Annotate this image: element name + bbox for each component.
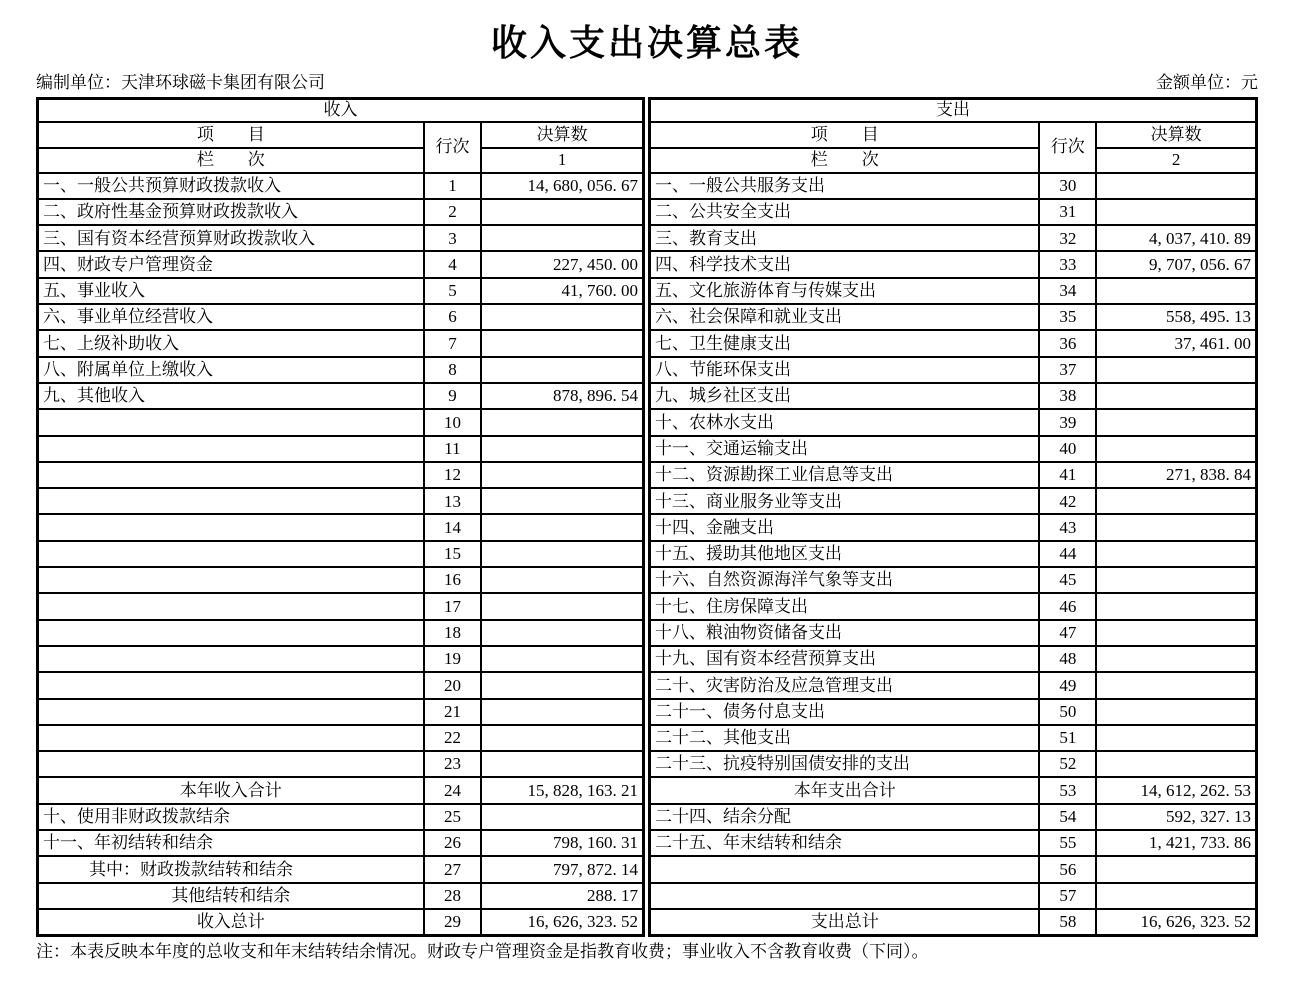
table-row xyxy=(38,357,644,383)
line-no-cell: 16 xyxy=(424,567,482,593)
income-section-title: 收入 xyxy=(38,98,644,122)
item-cell: 十八、粮油物资储备支出 xyxy=(650,620,1040,646)
amount-cell: 271, 838. 84 xyxy=(1096,462,1256,488)
table-row xyxy=(38,620,644,646)
line-no-cell: 12 xyxy=(424,462,482,488)
line-no-cell: 3 xyxy=(424,225,482,251)
table-row xyxy=(38,567,644,593)
line-no-cell: 30 xyxy=(1039,173,1096,199)
line-no-cell: 58 xyxy=(1039,909,1096,936)
item-cell: 其中：财政拨款结转和结余 xyxy=(38,856,424,882)
line-no-cell: 53 xyxy=(1039,777,1096,803)
amount-cell xyxy=(1096,751,1256,777)
item-cell: 五、事业收入 xyxy=(38,278,424,304)
item-cell: 二、政府性基金预算财政拨款收入 xyxy=(38,199,424,225)
item-cell: 九、城乡社区支出 xyxy=(650,383,1040,409)
table-row xyxy=(650,357,1257,383)
amount-cell xyxy=(481,751,643,777)
line-no-cell: 18 xyxy=(424,620,482,646)
line-no-cell: 33 xyxy=(1039,251,1096,277)
amount-cell xyxy=(481,567,643,593)
line-no-cell: 2 xyxy=(424,199,482,225)
table-row xyxy=(650,330,1257,356)
line-no-cell: 45 xyxy=(1039,567,1096,593)
line-no-cell: 25 xyxy=(424,804,482,830)
table-row xyxy=(650,199,1257,225)
expense-column-label: 栏 次 xyxy=(650,148,1040,173)
expense-table-header xyxy=(650,98,1257,173)
line-no-cell: 22 xyxy=(424,725,482,751)
table-row xyxy=(38,909,644,936)
table-row xyxy=(38,199,644,225)
table-row xyxy=(38,541,644,567)
table-row xyxy=(650,699,1257,725)
line-no-cell: 24 xyxy=(424,777,482,803)
expense-column-index: 2 xyxy=(1096,148,1256,173)
item-cell xyxy=(38,567,424,593)
amount-cell xyxy=(481,620,643,646)
table-row xyxy=(650,751,1257,777)
line-no-cell: 52 xyxy=(1039,751,1096,777)
amount-cell xyxy=(1096,514,1256,540)
amount-cell xyxy=(481,330,643,356)
table-row xyxy=(650,409,1257,435)
item-cell: 二十三、抗疫特别国债安排的支出 xyxy=(650,751,1040,777)
table-row xyxy=(650,567,1257,593)
income-table-header xyxy=(38,98,644,173)
line-no-cell: 42 xyxy=(1039,488,1096,514)
line-no-cell: 37 xyxy=(1039,357,1096,383)
item-cell: 二十一、债务付息支出 xyxy=(650,699,1040,725)
item-cell: 五、文化旅游体育与传媒支出 xyxy=(650,278,1040,304)
line-no-cell: 1 xyxy=(424,173,482,199)
line-no-cell: 54 xyxy=(1039,804,1096,830)
line-no-cell: 36 xyxy=(1039,330,1096,356)
amount-cell xyxy=(1096,593,1256,619)
amount-cell xyxy=(1096,672,1256,698)
item-cell xyxy=(650,883,1040,909)
item-cell: 十二、资源勘探工业信息等支出 xyxy=(650,462,1040,488)
expense-section-title: 支出 xyxy=(650,98,1257,122)
line-no-cell: 31 xyxy=(1039,199,1096,225)
amount-cell xyxy=(1096,646,1256,672)
amount-cell: 41, 760. 00 xyxy=(481,278,643,304)
item-cell xyxy=(38,751,424,777)
income-column-label: 栏 次 xyxy=(38,148,424,173)
line-no-cell: 9 xyxy=(424,383,482,409)
amount-cell: 14, 612, 262. 53 xyxy=(1096,777,1256,803)
amount-cell xyxy=(481,725,643,751)
amount-cell xyxy=(481,488,643,514)
amount-cell: 878, 896. 54 xyxy=(481,383,643,409)
table-row xyxy=(650,672,1257,698)
line-no-cell: 23 xyxy=(424,751,482,777)
item-cell xyxy=(650,856,1040,882)
table-row xyxy=(650,278,1257,304)
item-cell xyxy=(38,409,424,435)
table-row xyxy=(38,514,644,540)
amount-cell xyxy=(481,409,643,435)
item-cell: 九、其他收入 xyxy=(38,383,424,409)
income-table xyxy=(36,97,645,938)
line-no-cell: 55 xyxy=(1039,830,1096,856)
line-no-cell: 17 xyxy=(424,593,482,619)
item-cell: 六、社会保障和就业支出 xyxy=(650,304,1040,330)
line-no-cell: 20 xyxy=(424,672,482,698)
line-no-cell: 46 xyxy=(1039,593,1096,619)
table-row xyxy=(38,856,644,882)
table-row xyxy=(650,646,1257,672)
table-row xyxy=(38,646,644,672)
item-cell: 二十、灾害防治及应急管理支出 xyxy=(650,672,1040,698)
amount-cell: 1, 421, 733. 86 xyxy=(1096,830,1256,856)
item-cell: 其他结转和结余 xyxy=(38,883,424,909)
table-row xyxy=(38,883,644,909)
page-title: 收入支出决算总表 xyxy=(490,23,803,63)
item-cell: 二十四、结余分配 xyxy=(650,804,1040,830)
line-no-cell: 57 xyxy=(1039,883,1096,909)
table-row xyxy=(650,725,1257,751)
table-row xyxy=(650,593,1257,619)
item-cell: 十五、援助其他地区支出 xyxy=(650,541,1040,567)
table-row xyxy=(38,488,644,514)
item-cell: 十七、住房保障支出 xyxy=(650,593,1040,619)
amount-cell xyxy=(1096,725,1256,751)
expense-table xyxy=(648,97,1258,938)
line-no-cell: 21 xyxy=(424,699,482,725)
table-row xyxy=(38,304,644,330)
amount-cell xyxy=(1096,383,1256,409)
amount-cell xyxy=(481,593,643,619)
income-column-index: 1 xyxy=(481,148,643,173)
amount-cell xyxy=(1096,199,1256,225)
line-no-cell: 5 xyxy=(424,278,482,304)
line-no-cell: 41 xyxy=(1039,462,1096,488)
line-no-cell: 15 xyxy=(424,541,482,567)
table-row xyxy=(38,225,644,251)
table-row xyxy=(650,488,1257,514)
item-cell: 十一、年初结转和结余 xyxy=(38,830,424,856)
line-no-cell: 27 xyxy=(424,856,482,882)
amount-cell: 4, 037, 410. 89 xyxy=(1096,225,1256,251)
item-cell: 七、上级补助收入 xyxy=(38,330,424,356)
item-cell: 二十五、年末结转和结余 xyxy=(650,830,1040,856)
amount-cell xyxy=(481,225,643,251)
item-cell: 十四、金融支出 xyxy=(650,514,1040,540)
amount-cell xyxy=(1096,278,1256,304)
table-row xyxy=(38,804,644,830)
table-row xyxy=(650,804,1257,830)
table-row xyxy=(650,909,1257,936)
amount-cell: 37, 461. 00 xyxy=(1096,330,1256,356)
table-row xyxy=(650,173,1257,199)
table-row xyxy=(38,436,644,462)
amount-cell: 16, 626, 323. 52 xyxy=(481,909,643,936)
amount-cell: 15, 828, 163. 21 xyxy=(481,777,643,803)
item-cell xyxy=(38,725,424,751)
item-cell: 二十二、其他支出 xyxy=(650,725,1040,751)
item-cell: 十三、商业服务业等支出 xyxy=(650,488,1040,514)
item-cell: 十六、自然资源海洋气象等支出 xyxy=(650,567,1040,593)
table-row xyxy=(38,830,644,856)
table-row xyxy=(650,462,1257,488)
expense-line-no-header: 行次 xyxy=(1039,122,1096,173)
amount-cell: 558, 495. 13 xyxy=(1096,304,1256,330)
table-row xyxy=(38,173,644,199)
amount-cell xyxy=(1096,883,1256,909)
line-no-cell: 56 xyxy=(1039,856,1096,882)
amount-cell xyxy=(1096,436,1256,462)
item-cell: 四、财政专户管理资金 xyxy=(38,251,424,277)
table-row xyxy=(650,436,1257,462)
amount-cell: 592, 327. 13 xyxy=(1096,804,1256,830)
line-no-cell: 10 xyxy=(424,409,482,435)
item-cell xyxy=(38,541,424,567)
item-cell: 十九、国有资本经营预算支出 xyxy=(650,646,1040,672)
item-cell xyxy=(38,593,424,619)
prepared-by-unit: 编制单位：天津环球磁卡集团有限公司 xyxy=(36,73,325,93)
amount-cell: 9, 707, 056. 67 xyxy=(1096,251,1256,277)
line-no-cell: 34 xyxy=(1039,278,1096,304)
line-no-cell: 38 xyxy=(1039,383,1096,409)
amount-cell xyxy=(481,357,643,383)
item-cell xyxy=(38,672,424,698)
summary-tables xyxy=(36,97,1258,938)
line-no-cell: 47 xyxy=(1039,620,1096,646)
amount-cell xyxy=(1096,173,1256,199)
line-no-cell: 26 xyxy=(424,830,482,856)
table-row xyxy=(38,725,644,751)
amount-cell: 797, 872. 14 xyxy=(481,856,643,882)
amount-cell: 798, 160. 31 xyxy=(481,830,643,856)
amount-cell: 288. 17 xyxy=(481,883,643,909)
line-no-cell: 48 xyxy=(1039,646,1096,672)
table-row xyxy=(650,225,1257,251)
table-row xyxy=(38,278,644,304)
item-cell: 三、教育支出 xyxy=(650,225,1040,251)
amount-cell xyxy=(481,804,643,830)
table-row xyxy=(650,620,1257,646)
item-cell: 收入总计 xyxy=(38,909,424,936)
amount-cell xyxy=(481,199,643,225)
amount-cell xyxy=(1096,567,1256,593)
item-cell: 四、科学技术支出 xyxy=(650,251,1040,277)
table-row xyxy=(650,777,1257,803)
amount-cell xyxy=(1096,699,1256,725)
footnote: 注：本表反映本年度的总收支和年末结转结余情况。财政专户管理资金是指教育收费；事业收入不含教育收费（下同）。 xyxy=(36,942,929,962)
table-row xyxy=(38,593,644,619)
amount-cell xyxy=(1096,409,1256,435)
line-no-cell: 44 xyxy=(1039,541,1096,567)
item-cell xyxy=(38,462,424,488)
item-cell: 十、农林水支出 xyxy=(650,409,1040,435)
line-no-cell: 43 xyxy=(1039,514,1096,540)
line-no-cell: 51 xyxy=(1039,725,1096,751)
expense-table-body xyxy=(650,173,1257,936)
item-cell: 十一、交通运输支出 xyxy=(650,436,1040,462)
item-cell: 十、使用非财政拨款结余 xyxy=(38,804,424,830)
item-cell xyxy=(38,620,424,646)
line-no-cell: 7 xyxy=(424,330,482,356)
table-row xyxy=(38,751,644,777)
item-cell: 本年收入合计 xyxy=(38,777,424,803)
amount-cell: 227, 450. 00 xyxy=(481,251,643,277)
line-no-cell: 13 xyxy=(424,488,482,514)
table-row xyxy=(38,383,644,409)
amount-unit: 金额单位：元 xyxy=(1156,73,1258,93)
item-cell: 八、节能环保支出 xyxy=(650,357,1040,383)
line-no-cell: 28 xyxy=(424,883,482,909)
amount-cell xyxy=(1096,357,1256,383)
item-cell xyxy=(38,488,424,514)
amount-cell xyxy=(481,304,643,330)
item-cell: 本年支出合计 xyxy=(650,777,1040,803)
income-line-no-header: 行次 xyxy=(424,122,482,173)
amount-cell xyxy=(481,672,643,698)
item-cell: 支出总计 xyxy=(650,909,1040,936)
item-cell: 七、卫生健康支出 xyxy=(650,330,1040,356)
amount-cell xyxy=(481,699,643,725)
line-no-cell: 19 xyxy=(424,646,482,672)
amount-cell: 14, 680, 056. 67 xyxy=(481,173,643,199)
table-row xyxy=(38,251,644,277)
income-amount-header: 决算数 xyxy=(481,122,643,148)
line-no-cell: 6 xyxy=(424,304,482,330)
line-no-cell: 35 xyxy=(1039,304,1096,330)
item-cell xyxy=(38,646,424,672)
meta-row xyxy=(36,73,1258,93)
amount-cell xyxy=(481,462,643,488)
line-no-cell: 49 xyxy=(1039,672,1096,698)
line-no-cell: 32 xyxy=(1039,225,1096,251)
table-row xyxy=(38,330,644,356)
item-cell: 一、一般公共预算财政拨款收入 xyxy=(38,173,424,199)
table-row xyxy=(38,462,644,488)
amount-cell xyxy=(1096,488,1256,514)
income-item-header: 项 目 xyxy=(38,122,424,148)
item-cell: 三、国有资本经营预算财政拨款收入 xyxy=(38,225,424,251)
table-row xyxy=(650,304,1257,330)
table-row xyxy=(650,883,1257,909)
table-row xyxy=(38,699,644,725)
table-row xyxy=(38,409,644,435)
amount-cell xyxy=(1096,856,1256,882)
income-table-body xyxy=(38,173,644,936)
line-no-cell: 14 xyxy=(424,514,482,540)
line-no-cell: 29 xyxy=(424,909,482,936)
item-cell: 八、附属单位上缴收入 xyxy=(38,357,424,383)
line-no-cell: 4 xyxy=(424,251,482,277)
amount-cell xyxy=(481,541,643,567)
expense-item-header: 项 目 xyxy=(650,122,1040,148)
amount-cell xyxy=(481,646,643,672)
line-no-cell: 39 xyxy=(1039,409,1096,435)
amount-cell xyxy=(481,514,643,540)
item-cell: 一、一般公共服务支出 xyxy=(650,173,1040,199)
table-row xyxy=(650,541,1257,567)
expense-amount-header: 决算数 xyxy=(1096,122,1256,148)
item-cell xyxy=(38,514,424,540)
table-row xyxy=(38,672,644,698)
table-row xyxy=(650,383,1257,409)
table-row xyxy=(650,830,1257,856)
amount-cell xyxy=(1096,541,1256,567)
line-no-cell: 11 xyxy=(424,436,482,462)
item-cell: 六、事业单位经营收入 xyxy=(38,304,424,330)
line-no-cell: 50 xyxy=(1039,699,1096,725)
table-row xyxy=(650,251,1257,277)
line-no-cell: 8 xyxy=(424,357,482,383)
item-cell: 二、公共安全支出 xyxy=(650,199,1040,225)
amount-cell xyxy=(481,436,643,462)
table-row xyxy=(650,856,1257,882)
table-row xyxy=(38,777,644,803)
amount-cell xyxy=(1096,620,1256,646)
amount-cell: 16, 626, 323. 52 xyxy=(1096,909,1256,936)
table-row xyxy=(650,514,1257,540)
item-cell xyxy=(38,699,424,725)
item-cell xyxy=(38,436,424,462)
line-no-cell: 40 xyxy=(1039,436,1096,462)
